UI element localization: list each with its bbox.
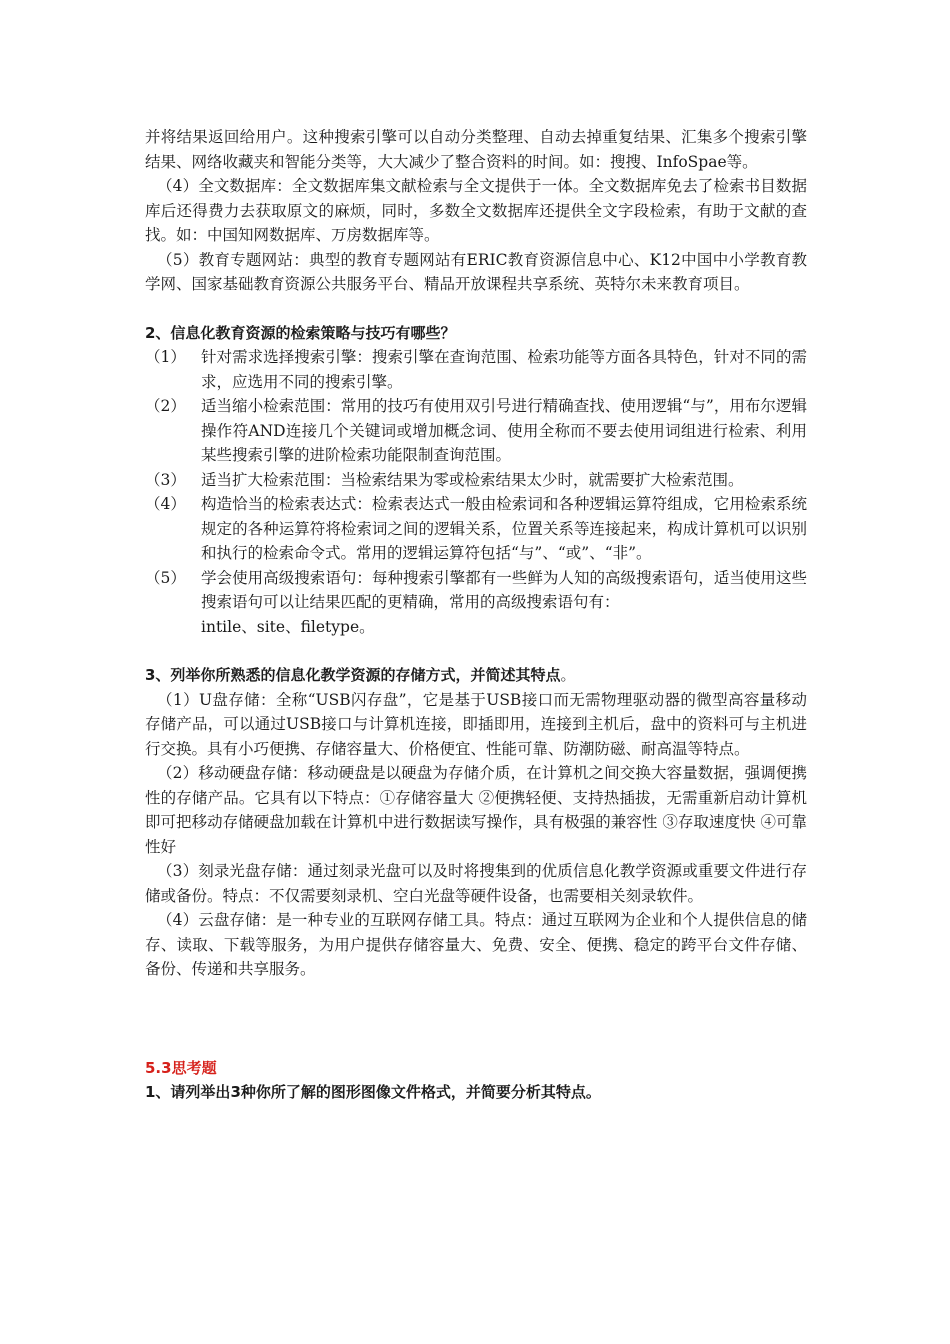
section-3-heading-text: 3、列举你所熟悉的信息化教学资源的存储方式，并简述其特点 (145, 666, 561, 684)
list-item-number: （2） (145, 397, 186, 415)
document-body (145, 125, 807, 1105)
paragraph-education-websites: （5）教育专题网站：典型的教育专题网站有ERIC教育资源信息中心、K12中国中小学教育教学网、国家基础教育资源公共服务平台、精品开放课程共享系统、英特尔未来教育项目。 (145, 250, 807, 293)
section-3-heading (145, 663, 807, 688)
paragraph-cloud-storage: （4）云盘存储：是一种专业的互联网存储工具。特点：通过互联网为企业和个人提供信息的储存、读取、下载等服务，为用户提供存储容量大、免费、安全、便携、稳定的跨平台文件存储、备份、传递和共享服务。 (145, 911, 807, 978)
paragraph-optical-disc: （3）刻录光盘存储：通过刻录光盘可以及时将搜集到的优质信息化教学资源或重要文件进行存储或备份。特点：不仅需要刻录机、空白光盘等硬件设备，也需要相关刻录软件。 (145, 862, 807, 905)
list-item (145, 394, 807, 468)
spacer (145, 297, 807, 321)
list-item (145, 468, 807, 493)
list-item-text: 适当缩小检索范围：常用的技巧有使用双引号进行精确查找、使用逻辑“与”，用布尔逻辑操作符AND连接几个关键词或增加概念词、使用全称而不要去使用词组进行检索、利用某些搜索引擎的进阶检索功能限制查询范围。 (201, 397, 807, 464)
paragraph-portable-hdd: （2）移动硬盘存储：移动硬盘是以硬盘为存储介质，在计算机之间交换大容量数据，强调便携性的存储产品。它具有以下特点：①存储容量大 ②便携轻便、支持热插拔，无需重新启动计算机即可把移动存储硬盘加载在计算机中进行数据读写操作，具有极强的兼容性 ③存取速度快 ④可靠性好 (145, 764, 807, 856)
paragraph-fulltext-database: （4）全文数据库：全文数据库集文献检索与全文提供于一体。全文数据库免去了检索书目数据库后还得费力去获取原文的麻烦，同时，多数全文数据库还提供全文字段检索，有助于文献的查找。如：中国知网数据库、万房数据库等。 (145, 177, 807, 244)
section-3-heading-tail: 。 (560, 666, 576, 684)
spacer (145, 982, 807, 1056)
list-item-extra: intile、site、filetype。 (201, 617, 375, 636)
section-5-3-title: 5.3思考题 (145, 1058, 217, 1077)
list-item-number: （5） (145, 568, 186, 587)
spacer (145, 639, 807, 663)
list-item-text: 针对需求选择搜索引擎：搜索引擎在查询范围、检索功能等方面各具特色，针对不同的需求，应选用不同的搜索引擎。 (201, 348, 807, 391)
list-item-text: 学会使用高级搜索语句：每种搜索引擎都有一些鲜为人知的高级搜索语句，适当使用这些搜索语句可以让结果匹配的更精确，常用的高级搜索语句有： (201, 568, 807, 611)
section-2-heading: 2、信息化教育资源的检索策略与技巧有哪些？ (145, 323, 456, 342)
list-item-text: 构造恰当的检索表达式：检索表达式一般由检索词和各种逻辑运算符组成，它用检索系统规定的各种运算符将检索词之间的逻辑关系，位置关系等连接起来，构成计算机可以识别和执行的检索命令式。常用的逻辑运算符包括“与”、“或”、“非”。 (201, 495, 807, 562)
list-item (145, 492, 807, 566)
list-item-text: 适当扩大检索范围：当检索结果为零或检索结果太少时，就需要扩大检索范围。 (201, 470, 744, 489)
list-item-body (201, 566, 807, 640)
list-item (145, 345, 807, 394)
question-1: 1、请列举出3种你所了解的图形图像文件格式，并简要分析其特点。 (145, 1083, 601, 1101)
paragraph-intro: 并将结果返回给用户。这种搜索引擎可以自动分类整理、自动去掉重复结果、汇集多个搜索引擎结果、网络收藏夹和智能分类等，大大减少了整合资料的时间。如：搜搜、InfoSpae等。 (145, 128, 807, 171)
list-item-number: （3） (145, 470, 186, 489)
list-item-number: （1） (145, 348, 186, 366)
paragraph-usb-storage: （1）U盘存储：全称“USB闪存盘”，它是基于USB接口而无需物理驱动器的微型高容量移动存储产品，可以通过USB接口与计算机连接，即插即用，连接到主机后，盘中的资料可与主机进行交换。具有小巧便携、存储容量大、价格便宜、性能可靠、防潮防磁、耐高温等特点。 (145, 690, 807, 758)
list-item-number: （4） (145, 495, 186, 513)
list-item (145, 566, 807, 640)
